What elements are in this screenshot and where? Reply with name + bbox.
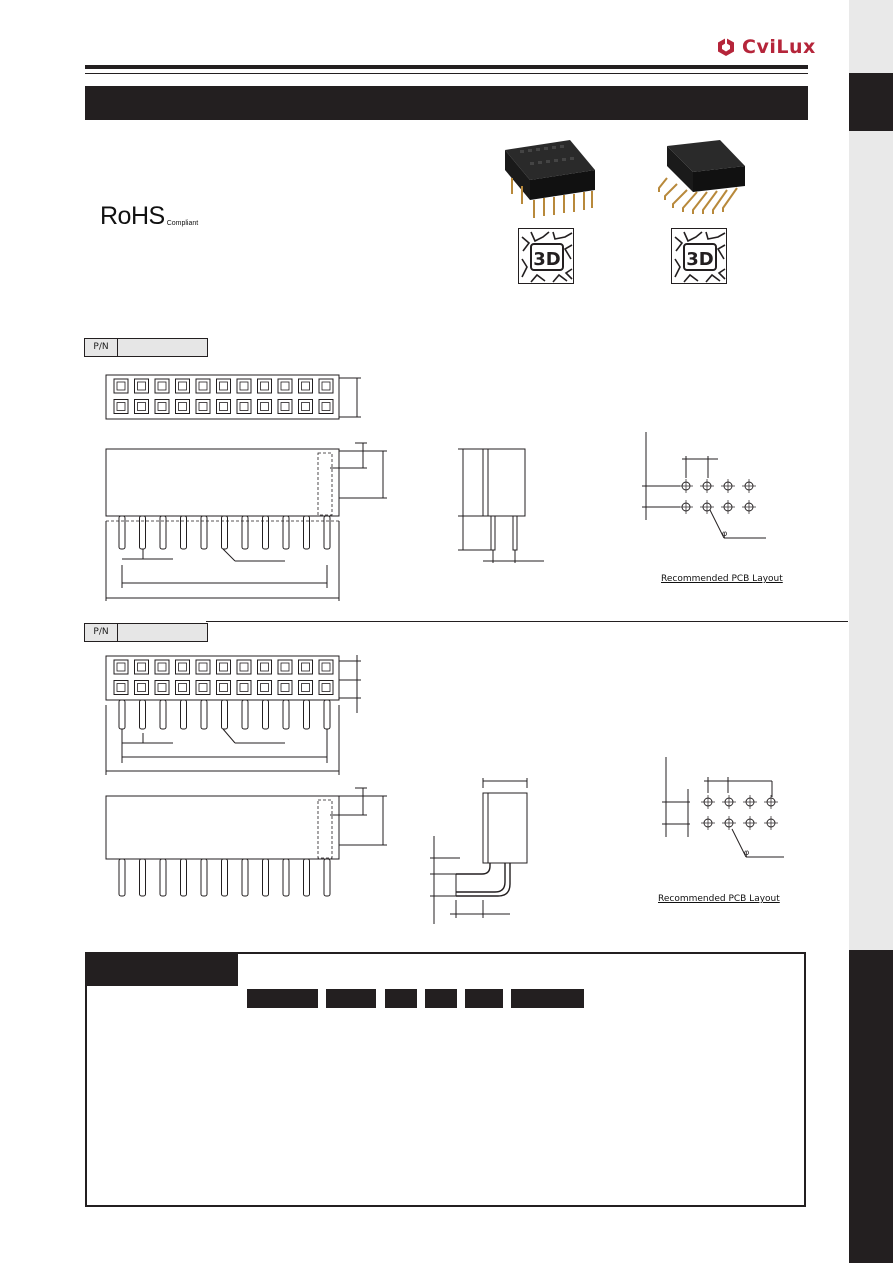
drawing-front-view-1 bbox=[105, 443, 405, 603]
pin-cavity bbox=[299, 681, 313, 695]
pin-cavity bbox=[319, 660, 333, 674]
pcb-layout-2 bbox=[660, 757, 800, 867]
pin bbox=[304, 700, 310, 729]
pin-cavity bbox=[278, 660, 292, 674]
header-rule-thick bbox=[85, 65, 808, 69]
pin bbox=[201, 700, 207, 729]
pin bbox=[222, 859, 228, 896]
pin-cavity-inner bbox=[199, 684, 207, 692]
drawing-side-view-2 bbox=[430, 778, 540, 928]
pin-cavity-inner bbox=[281, 684, 289, 692]
pin-cavity bbox=[278, 400, 292, 414]
pin-cavity bbox=[217, 400, 231, 414]
pin-cavity bbox=[155, 379, 169, 393]
pin-cavity bbox=[176, 681, 190, 695]
model-3d-icon bbox=[672, 229, 728, 285]
pin-cavity-inner bbox=[302, 663, 310, 671]
pin-cavity-inner bbox=[117, 684, 125, 692]
pin-cavity-inner bbox=[199, 663, 207, 671]
rohs-text: RoHS bbox=[100, 202, 165, 230]
pin-cavity bbox=[155, 400, 169, 414]
drawing-top-view-2 bbox=[105, 653, 375, 778]
pin-cavity bbox=[258, 400, 272, 414]
pin-cavity-inner bbox=[261, 663, 269, 671]
pin-cavity-inner bbox=[302, 382, 310, 390]
pin-cavity-inner bbox=[322, 382, 330, 390]
pin bbox=[283, 859, 289, 896]
pin bbox=[304, 859, 310, 896]
pin-cavity bbox=[217, 379, 231, 393]
pin-cavity-inner bbox=[138, 403, 146, 411]
pin-cavity-inner bbox=[117, 403, 125, 411]
pin-cavity-inner bbox=[138, 663, 146, 671]
section-divider bbox=[206, 621, 848, 622]
pin-cavity-inner bbox=[199, 403, 207, 411]
pin-cavity-inner bbox=[322, 403, 330, 411]
drawing-side-view-1 bbox=[458, 443, 548, 573]
pcb-layout-caption-1: Recommended PCB Layout bbox=[661, 574, 783, 584]
pin-cavity bbox=[217, 681, 231, 695]
pin bbox=[181, 700, 187, 729]
pin-cavity-inner bbox=[220, 663, 228, 671]
pin bbox=[222, 700, 228, 729]
pin-cavity-inner bbox=[302, 403, 310, 411]
part-number-field-1 bbox=[84, 338, 208, 357]
pin-cavity bbox=[135, 400, 149, 414]
pin-cavity bbox=[299, 400, 313, 414]
pin-cavity bbox=[196, 681, 210, 695]
pin-cavity-inner bbox=[179, 403, 187, 411]
header-rule-thin bbox=[85, 73, 808, 74]
pin-cavity-inner bbox=[179, 663, 187, 671]
pin bbox=[140, 859, 146, 896]
pin-cavity bbox=[176, 379, 190, 393]
pin-cavity bbox=[196, 379, 210, 393]
pin bbox=[242, 859, 248, 896]
pin-cavity-inner bbox=[117, 382, 125, 390]
pin-cavity bbox=[135, 379, 149, 393]
pcb-layout-caption-2: Recommended PCB Layout bbox=[658, 894, 780, 904]
model-3d-badge-2 bbox=[671, 228, 727, 284]
side-tab-marker-bottom bbox=[849, 950, 893, 1263]
pin-cavity-inner bbox=[322, 684, 330, 692]
part-number-field-2 bbox=[84, 623, 208, 642]
pin-cavity-inner bbox=[220, 684, 228, 692]
pin bbox=[119, 859, 125, 896]
pin-cavity bbox=[114, 681, 128, 695]
pin bbox=[263, 700, 269, 729]
pin-cavity-inner bbox=[179, 684, 187, 692]
pin-cavity-inner bbox=[261, 684, 269, 692]
pin-cavity bbox=[237, 681, 251, 695]
pin-cavity bbox=[278, 379, 292, 393]
drawing-front-view-2 bbox=[105, 790, 405, 900]
pin-cavity bbox=[237, 660, 251, 674]
pin-cavity bbox=[155, 681, 169, 695]
pin-cavity bbox=[135, 681, 149, 695]
part-number-label: P/N bbox=[85, 339, 118, 356]
pin-cavity bbox=[278, 681, 292, 695]
model-3d-label: 3D bbox=[533, 249, 561, 270]
drawing-top-view-1 bbox=[105, 374, 365, 424]
brand-mark-icon bbox=[716, 37, 736, 57]
pin-cavity bbox=[176, 400, 190, 414]
order-code-segment-1 bbox=[247, 989, 318, 1008]
pin-cavity-inner bbox=[322, 663, 330, 671]
pin-cavity-inner bbox=[138, 382, 146, 390]
model-3d-badge-1 bbox=[518, 228, 574, 284]
pin bbox=[263, 859, 269, 896]
pin-cavity-inner bbox=[261, 403, 269, 411]
model-3d-icon bbox=[519, 229, 575, 285]
pin-cavity-inner bbox=[302, 684, 310, 692]
pin bbox=[140, 700, 146, 729]
rohs-mark bbox=[100, 204, 198, 229]
pin-cavity bbox=[237, 379, 251, 393]
pin-cavity-inner bbox=[158, 382, 166, 390]
brand-logo bbox=[716, 36, 816, 58]
part-number-value bbox=[118, 624, 207, 641]
pin-cavity bbox=[196, 660, 210, 674]
pin bbox=[119, 700, 125, 729]
order-code-segment-4 bbox=[425, 989, 457, 1008]
pin-cavity bbox=[237, 400, 251, 414]
pin-cavity bbox=[114, 379, 128, 393]
pin-cavity bbox=[319, 400, 333, 414]
model-3d-label: 3D bbox=[686, 249, 714, 270]
pin bbox=[324, 700, 330, 729]
pin-cavity-inner bbox=[220, 382, 228, 390]
pin-cavity bbox=[258, 660, 272, 674]
pin bbox=[181, 859, 187, 896]
pin-cavity-inner bbox=[158, 684, 166, 692]
pin-cavity-inner bbox=[220, 403, 228, 411]
pin-cavity-inner bbox=[158, 403, 166, 411]
pin-cavity bbox=[217, 660, 231, 674]
product-image-straight bbox=[500, 138, 600, 228]
pin bbox=[283, 700, 289, 729]
pin bbox=[201, 859, 207, 896]
side-tab-marker-top bbox=[849, 73, 893, 131]
pin-cavity bbox=[114, 400, 128, 414]
brand-name: CviLux bbox=[742, 36, 816, 58]
part-number-label: P/N bbox=[85, 624, 118, 641]
pin bbox=[324, 859, 330, 896]
pin bbox=[160, 700, 166, 729]
pin-cavity bbox=[135, 660, 149, 674]
pin-cavity bbox=[176, 660, 190, 674]
product-image-right-angle bbox=[655, 138, 755, 228]
ordering-info-header bbox=[85, 952, 238, 986]
order-code-segment-6 bbox=[511, 989, 584, 1008]
pin-cavity bbox=[319, 681, 333, 695]
pin-cavity-inner bbox=[281, 382, 289, 390]
pin-cavity-inner bbox=[240, 403, 248, 411]
part-number-value bbox=[118, 339, 207, 356]
pcb-layout-1 bbox=[640, 432, 780, 542]
pin bbox=[160, 859, 166, 896]
pin-cavity-inner bbox=[261, 382, 269, 390]
pin-cavity-inner bbox=[240, 663, 248, 671]
order-code-segment-5 bbox=[465, 989, 503, 1008]
pin-cavity-inner bbox=[281, 663, 289, 671]
order-code-segment-3 bbox=[385, 989, 417, 1008]
pin-cavity-inner bbox=[240, 382, 248, 390]
pin-cavity bbox=[258, 681, 272, 695]
pin bbox=[242, 700, 248, 729]
pin-cavity-inner bbox=[240, 684, 248, 692]
order-code-segment-2 bbox=[326, 989, 376, 1008]
rohs-suffix: Compliant bbox=[166, 220, 199, 227]
pin-cavity bbox=[319, 379, 333, 393]
pin-cavity bbox=[114, 660, 128, 674]
pin-cavity bbox=[196, 400, 210, 414]
pin-cavity-inner bbox=[179, 382, 187, 390]
pin-cavity-inner bbox=[199, 382, 207, 390]
pin-cavity-inner bbox=[138, 684, 146, 692]
pin-cavity bbox=[299, 379, 313, 393]
pin-diameter-symbol: φ bbox=[722, 529, 728, 538]
pin-cavity bbox=[258, 379, 272, 393]
pin-cavity bbox=[155, 660, 169, 674]
pin-diameter-symbol: φ bbox=[744, 848, 750, 857]
pin-cavity-inner bbox=[281, 403, 289, 411]
title-bar bbox=[85, 86, 808, 120]
pin-cavity bbox=[299, 660, 313, 674]
pin-cavity-inner bbox=[158, 663, 166, 671]
pin-cavity-inner bbox=[117, 663, 125, 671]
